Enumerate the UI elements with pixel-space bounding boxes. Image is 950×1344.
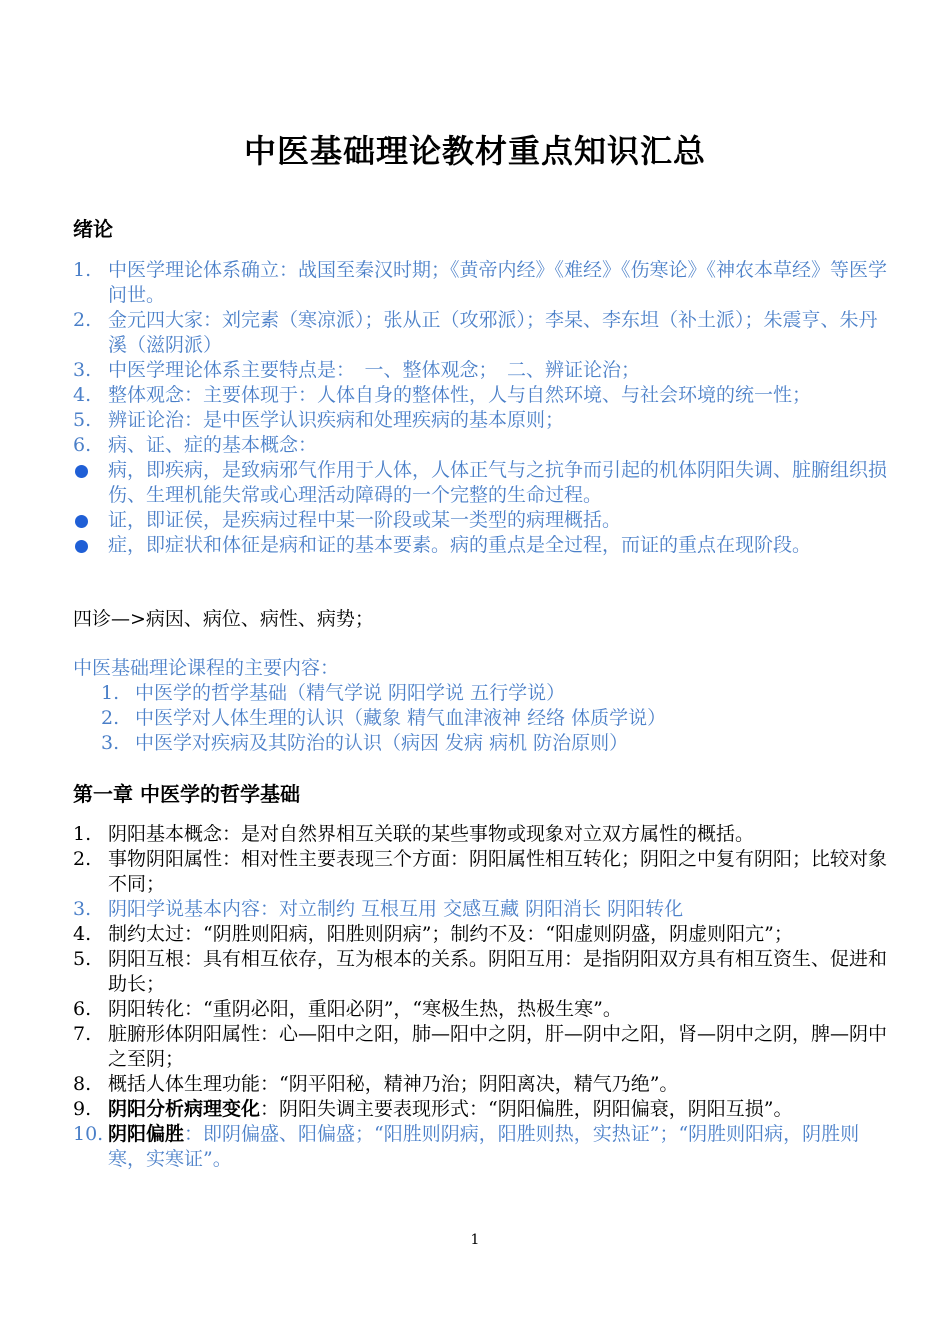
item-text: 中医学理论体系主要特点是： 一、整体观念； 二、辨证论治；	[108, 359, 641, 381]
item-bold-term: 阴阳分析病理变化	[108, 1098, 261, 1120]
item-number: 3.	[73, 359, 92, 381]
page-title: 中医基础理论教材重点知识汇总	[243, 132, 706, 170]
item-text: 中医学的哲学基础（精气学说 阴阳学说 五行学说）	[135, 682, 566, 704]
list-item	[73, 822, 893, 847]
item-text: 阴阳互根：具有相互依存，互为根本的关系。阴阳互用：是指阴阳双方具有相互资生、促进和助长；	[108, 948, 888, 995]
intro-heading: 绪论	[73, 217, 113, 241]
item-text: 阴阳转化：“重阴必阳，重阳必阴”，“寒极生热，热极生寒”。	[108, 998, 622, 1020]
item-number: 5.	[73, 409, 92, 431]
list-item	[73, 433, 893, 458]
bullet-text: 病，即疾病，是致病邪气作用于人体，人体正气与之抗争而引起的机体阴阳失调、脏腑组织损伤、生理机能失常或心理活动障碍的一个完整的生命过程。	[108, 459, 888, 506]
four-diagnosis-line: 四诊—>病因、病位、病性、病势；	[73, 608, 374, 630]
item-text: 制约太过：“阴胜则阳病，阳胜则阴病”；制约不及：“阳虚则阴盛，阴虚则阳亢”；	[108, 923, 793, 945]
item-number: 4.	[73, 384, 92, 406]
list-item	[73, 897, 893, 922]
item-text: 中医学对人体生理的认识（藏象 精气血津液神 经络 体质学说）	[135, 707, 667, 729]
chapter1-list	[73, 822, 893, 1172]
list-item	[101, 731, 666, 756]
item-number: 10.	[73, 1123, 104, 1145]
item-number: 6.	[73, 434, 92, 456]
bullet-text: 症，即症状和体征是病和证的基本要素。病的重点是全过程，而证的重点在现阶段。	[108, 534, 812, 556]
item-number: 8.	[73, 1073, 92, 1095]
list-item	[73, 383, 893, 408]
item-text: 事物阴阳属性：相对性主要表现三个方面：阴阳属性相互转化；阴阳之中复有阴阳；比较对象不同；	[108, 848, 888, 895]
item-bold-term: 阴阳偏胜	[108, 1123, 185, 1145]
list-item	[73, 358, 893, 383]
list-item	[101, 706, 666, 731]
item-number: 6.	[73, 998, 92, 1020]
item-number: 9.	[73, 1098, 92, 1120]
list-item	[73, 1022, 893, 1072]
list-item	[73, 1122, 893, 1172]
list-item	[73, 847, 893, 897]
intro-list	[73, 258, 893, 558]
item-text: 中医学对疾病及其防治的认识（病因 发病 病机 防治原则）	[135, 732, 629, 754]
list-item	[73, 997, 893, 1022]
course-list	[101, 681, 666, 756]
item-text: 病、证、症的基本概念：	[108, 434, 318, 456]
bullet-dot-icon	[75, 540, 88, 553]
item-number: 3.	[73, 898, 92, 920]
item-number: 2.	[101, 707, 120, 729]
item-text: ：阴阳失调主要表现形式：“阴阳偏胜，阴阳偏衰，阴阳互损”。	[260, 1098, 793, 1120]
item-text: 阴阳基本概念：是对自然界相互关联的某些事物或现象对立双方属性的概括。	[108, 823, 755, 845]
item-number: 5.	[73, 948, 92, 970]
item-text: 概括人体生理功能：“阴平阳秘，精神乃治；阴阳离决，精气乃绝”。	[108, 1073, 679, 1095]
list-item	[73, 408, 893, 433]
item-text: ：即阴偏盛、阳偏盛；“阳胜则阴病，阳胜则热，实热证”；“阴胜则阳病，阴胜则寒，实寒证”。	[108, 1123, 860, 1170]
item-number: 7.	[73, 1023, 92, 1045]
list-item	[73, 1072, 893, 1097]
item-number: 2.	[73, 848, 92, 870]
item-text: 整体观念：主要体现于：人体自身的整体性，人与自然环境、与社会环境的统一性；	[108, 384, 812, 406]
item-text: 脏腑形体阴阳属性：心—阳中之阳，肺—阳中之阴，肝—阴中之阳，肾—阴中之阴，脾—阴中之至阴；	[108, 1023, 888, 1070]
list-item	[73, 308, 893, 358]
list-item	[73, 922, 893, 947]
item-number: 4.	[73, 923, 92, 945]
bullet-item	[73, 458, 893, 508]
item-text: 金元四大家：刘完素（寒凉派）；张从正（攻邪派）；李杲、李东坦（补土派）；朱震亨、朱丹溪（滋阴派）	[108, 309, 878, 356]
bullet-text: 证，即证侯，是疾病过程中某一阶段或某一类型的病理概括。	[108, 509, 622, 531]
bullet-item	[73, 508, 893, 533]
item-number: 2.	[73, 309, 92, 331]
item-number: 1.	[101, 682, 120, 704]
chapter1-heading: 第一章 中医学的哲学基础	[73, 782, 300, 806]
list-item	[73, 258, 893, 308]
item-number: 3.	[101, 732, 120, 754]
item-text: 阴阳学说基本内容：对立制约 互根互用 交感互藏 阴阳消长 阴阳转化	[108, 898, 684, 920]
item-number: 1.	[73, 823, 92, 845]
item-number: 1.	[73, 259, 92, 281]
page-number: 1	[470, 1232, 480, 1248]
bullet-item	[73, 533, 893, 558]
bullet-dot-icon	[75, 515, 88, 528]
course-heading: 中医基础理论课程的主要内容：	[73, 657, 340, 679]
list-item	[73, 947, 893, 997]
list-item	[73, 1097, 893, 1122]
item-text: 中医学理论体系确立：战国至秦汉时期；《黄帝内经》《难经》《伤寒论》《神农本草经》等医学问世。	[108, 259, 888, 306]
bullet-dot-icon	[75, 465, 88, 478]
item-text: 辨证论治：是中医学认识疾病和处理疾病的基本原则；	[108, 409, 565, 431]
list-item	[101, 681, 666, 706]
